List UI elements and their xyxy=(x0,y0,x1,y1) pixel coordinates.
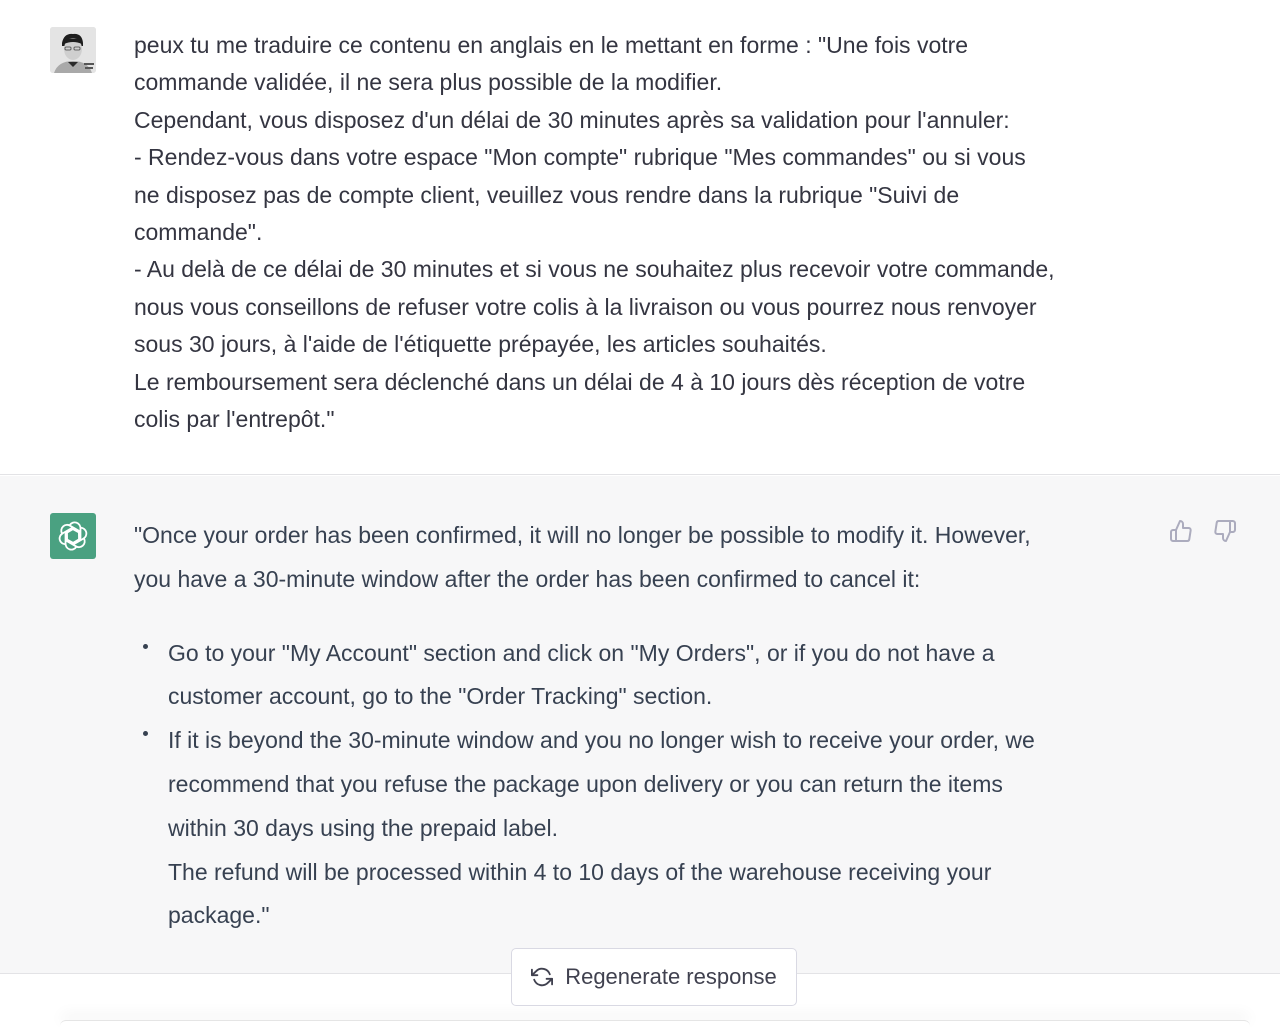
assistant-line: you have a 30-minute window after the order has been confirmed to cancel it: xyxy=(134,565,921,592)
chatgpt-logo-icon xyxy=(56,519,90,553)
user-line: commande". xyxy=(134,219,263,246)
assistant-line: "Once your order has been confirmed, it will no longer be possible to modify it. However, xyxy=(134,522,1031,548)
feedback-buttons xyxy=(1168,518,1238,544)
refresh-icon xyxy=(531,966,553,988)
bullet-line: Go to your "My Account" section and click on "My Orders", or if you do not have a xyxy=(168,639,995,666)
bullet-line: customer account, go to the "Order Tracking" section. xyxy=(168,683,713,710)
user-line: Le remboursement sera déclenché dans un délai de 4 à 10 jours dès réception de votre xyxy=(134,368,1026,395)
user-message-text xyxy=(134,27,1164,438)
user-line: - Au delà de ce délai de 30 minutes et si vous ne souhaitez plus recevoir votre commande, xyxy=(134,256,1055,283)
bullet-line: The refund will be processed within 4 to 10 days of the warehouse receiving your xyxy=(168,858,992,885)
user-avatar xyxy=(50,27,96,73)
bullet-dot xyxy=(143,731,148,736)
assistant-message xyxy=(0,476,1280,974)
bullet-dot xyxy=(143,644,148,649)
user-line: ne disposez pas de compte client, veuillez vous rendre dans la rubrique "Suivi de xyxy=(134,181,960,208)
thumbs-up-icon xyxy=(1169,519,1193,543)
bullet-item xyxy=(134,719,1144,938)
bullet-line: package." xyxy=(168,902,270,929)
assistant-avatar xyxy=(50,513,96,559)
user-line: nous vous conseillons de refuser votre colis à la livraison ou vous pourrez nous renvoyer xyxy=(134,293,1037,320)
user-message xyxy=(0,0,1280,475)
regenerate-response-button[interactable] xyxy=(511,948,797,1006)
assistant-message-text xyxy=(134,514,1144,938)
user-line: - Rendez-vous dans votre espace "Mon compte" rubrique "Mes commandes" ou si vous xyxy=(134,144,1026,171)
thumbs-up-button[interactable] xyxy=(1168,518,1194,544)
user-line: commande validée, il ne sera plus possible de la modifier. xyxy=(134,69,723,96)
bullet-item xyxy=(134,632,1144,720)
user-photo-avatar-icon xyxy=(50,27,96,73)
thumbs-down-icon xyxy=(1213,519,1237,543)
bullet-line: If it is beyond the 30-minute window and you no longer wish to receive your order, we xyxy=(168,727,1035,754)
user-line: colis par l'entrepôt." xyxy=(134,406,335,433)
assistant-intro xyxy=(134,514,1144,602)
bullet-line: within 30 days using the prepaid label. xyxy=(168,814,558,841)
user-line: Cependant, vous disposez d'un délai de 30 minutes après sa validation pour l'annuler: xyxy=(134,106,1010,133)
assistant-bullet-list xyxy=(134,632,1144,939)
user-line: peux tu me traduire ce contenu en anglais en le mettant en forme : "Une fois votre xyxy=(134,32,969,58)
message-input-edge[interactable] xyxy=(60,1020,1250,1027)
thumbs-down-button[interactable] xyxy=(1212,518,1238,544)
user-line: sous 30 jours, à l'aide de l'étiquette prépayée, les articles souhaités. xyxy=(134,331,827,358)
bullet-line: recommend that you refuse the package upon delivery or you can return the items xyxy=(168,770,1003,797)
regenerate-label: Regenerate response xyxy=(565,964,777,989)
